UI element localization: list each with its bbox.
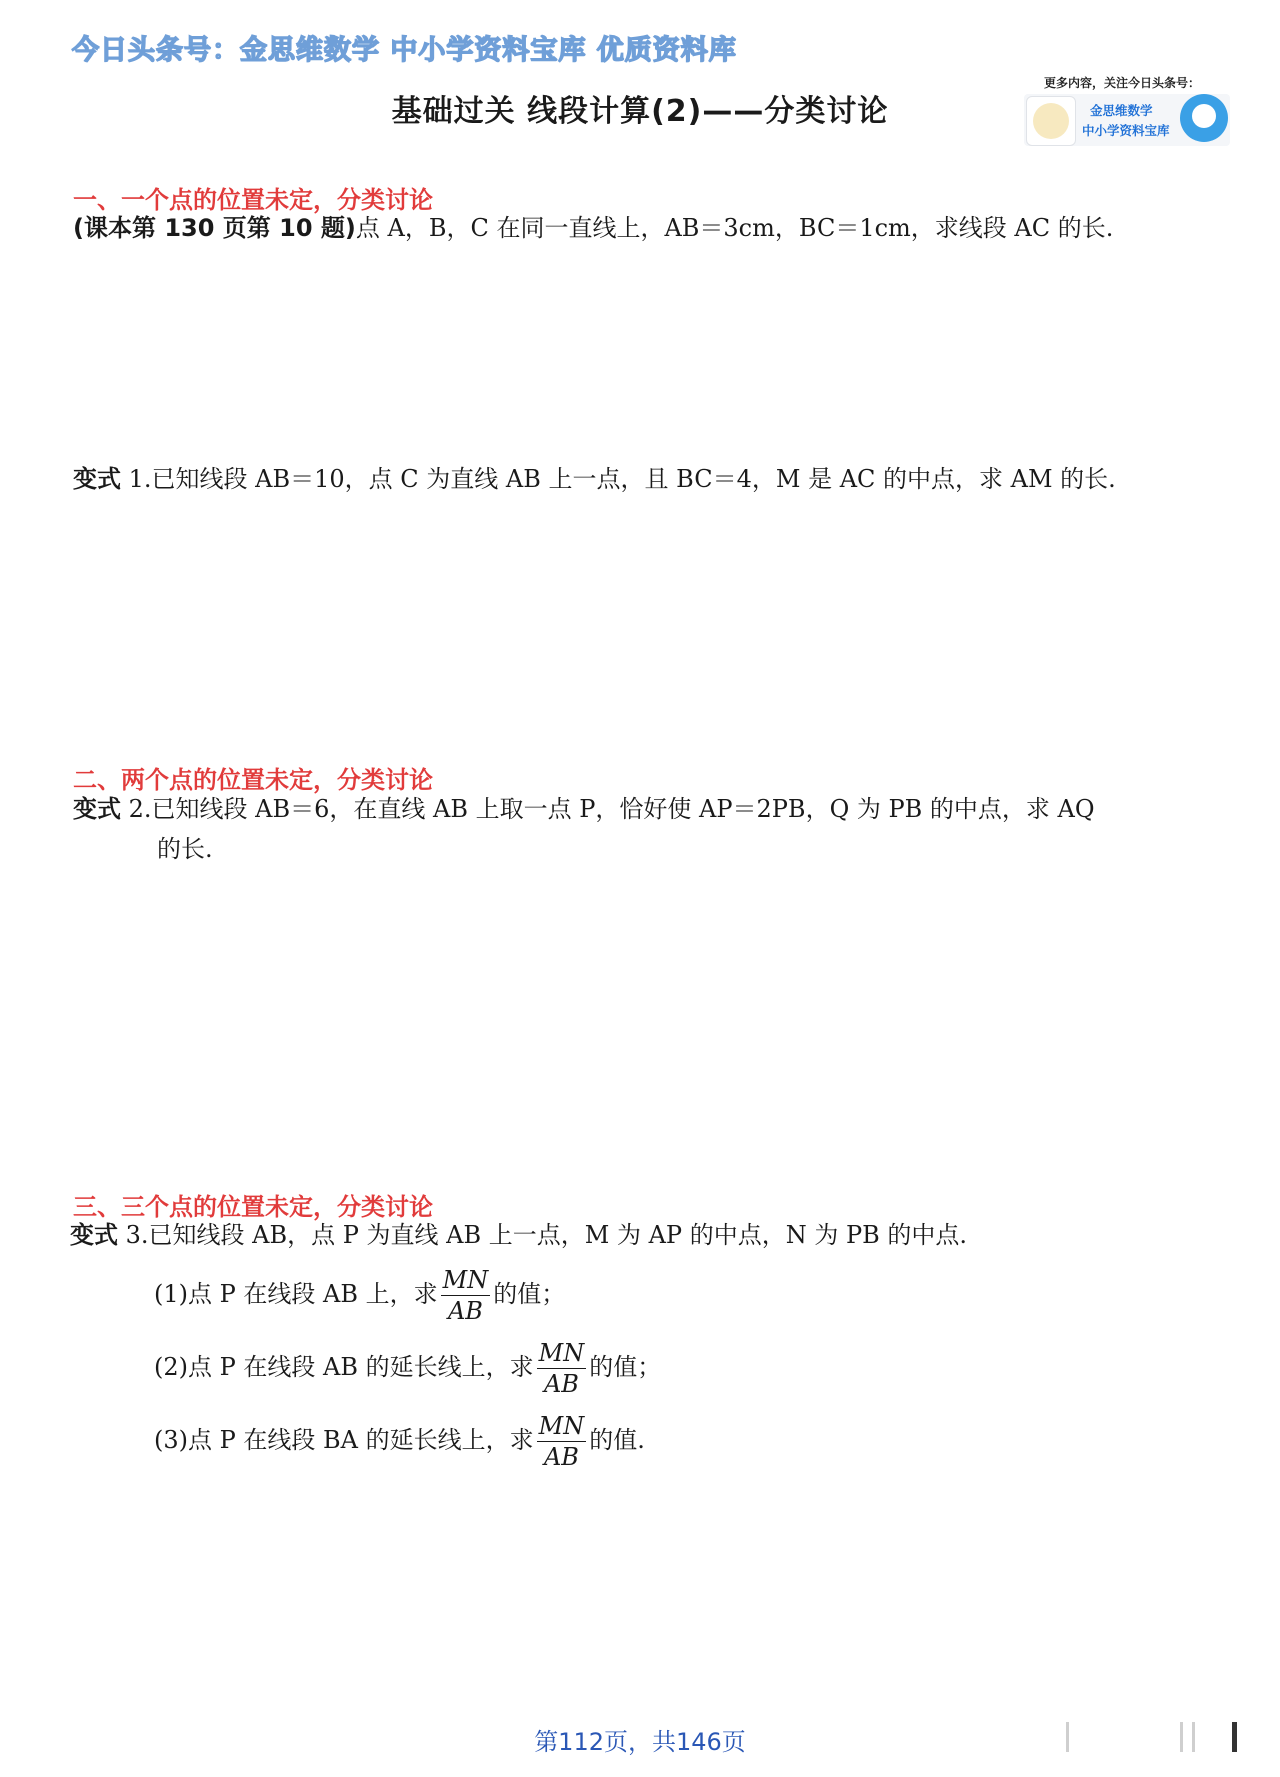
- section-3-heading: 三、三个点的位置未定，分类讨论: [73, 1193, 433, 1221]
- watermark: 今日头条号：金思维数学 中小学资料宝库 优质资料库: [72, 35, 737, 66]
- fraction-numerator: MN: [442, 1266, 489, 1294]
- problem-text: 点 A，B，C 在同一直线上，AB＝3cm，BC＝1cm，求线段 AC 的长.: [355, 214, 1114, 242]
- section-1-heading: 一、一个点的位置未定，分类讨论: [73, 186, 433, 214]
- fraction: [441, 1268, 491, 1323]
- sub-question-3: [154, 1414, 645, 1469]
- corner-mark: [1066, 1722, 1069, 1752]
- variant-3-text: 3.已知线段 AB，点 P 为直线 AB 上一点，M 为 AP 的中点，N 为 PB 的中点.: [125, 1221, 968, 1249]
- promo-title: 更多内容，关注今日头条号：: [1044, 76, 1201, 90]
- sub-question-suffix: 的值；: [589, 1353, 662, 1381]
- variant-2: [73, 797, 1095, 821]
- corner-mark: [1192, 1722, 1195, 1752]
- variant-label: 变式: [73, 795, 121, 823]
- sub-question-suffix: 的值.: [589, 1426, 645, 1454]
- promo-line-2: 中小学资料宝库: [1082, 123, 1170, 138]
- problem-source: (课本第 130 页第 10 题): [73, 214, 356, 242]
- variant-3: [70, 1223, 967, 1247]
- sub-question-suffix: 的值；: [493, 1280, 566, 1308]
- sub-question-text: (1)点 P 在线段 AB 上，求: [154, 1280, 438, 1308]
- fraction: [537, 1341, 587, 1396]
- logo-icon: [1026, 96, 1076, 146]
- promo-line-1: 金思维数学: [1090, 103, 1153, 118]
- fraction-numerator: MN: [538, 1412, 585, 1440]
- sub-question-text: (2)点 P 在线段 AB 的延长线上，求: [154, 1353, 534, 1381]
- variant-2-text-line1: 2.已知线段 AB＝6，在直线 AB 上取一点 P，恰好使 AP＝2PB，Q 为 PB 的中点，求 AQ: [128, 795, 1095, 823]
- variant-1: [73, 467, 1116, 491]
- corner-mark: [1180, 1722, 1183, 1752]
- page-title: 基础过关 线段计算(2)——分类讨论: [391, 94, 889, 129]
- section-2-heading: 二、两个点的位置未定，分类讨论: [73, 766, 433, 794]
- section-1-problem: [73, 216, 1113, 240]
- corner-mark: [1232, 1722, 1237, 1752]
- variant-label: 变式: [73, 465, 121, 493]
- page-counter: 第112页，共146页: [534, 1728, 746, 1756]
- fraction-denominator: AB: [543, 1370, 579, 1398]
- variant-2-text-line2: 的长.: [157, 835, 213, 863]
- sub-question-1: [154, 1268, 565, 1323]
- fraction-denominator: AB: [447, 1297, 483, 1325]
- fraction: [537, 1414, 587, 1469]
- sub-question-text: (3)点 P 在线段 BA 的延长线上，求: [154, 1426, 534, 1454]
- fraction-denominator: AB: [543, 1443, 579, 1471]
- sub-question-2: [154, 1341, 661, 1396]
- variant-label: 变式: [70, 1221, 118, 1249]
- variant-1-text: 1.已知线段 AB＝10，点 C 为直线 AB 上一点，且 BC＝4，M 是 AC 的中点，求 AM 的长.: [128, 465, 1116, 493]
- mascot-icon: [1180, 94, 1228, 142]
- fraction-numerator: MN: [538, 1339, 585, 1367]
